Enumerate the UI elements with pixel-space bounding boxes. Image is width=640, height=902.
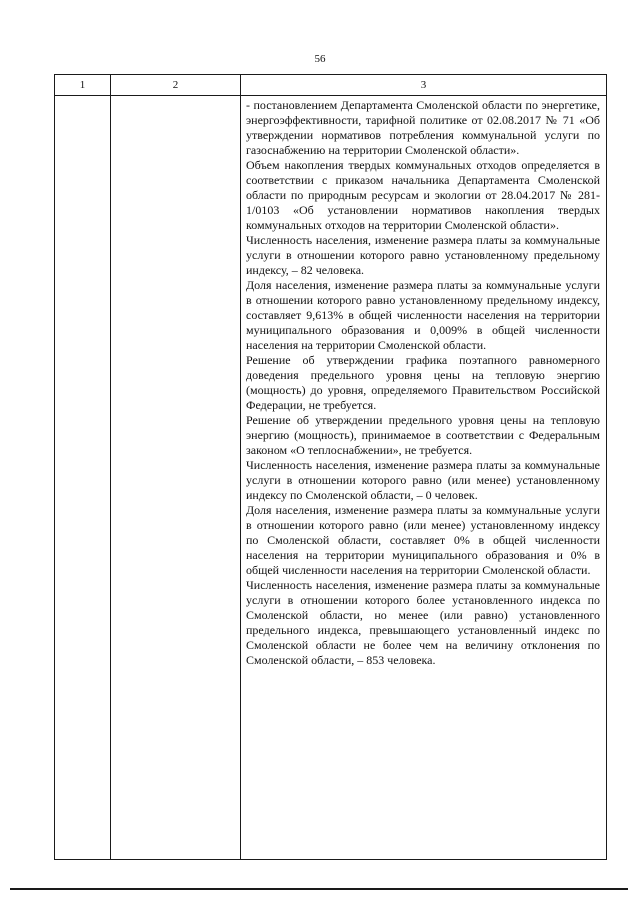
paragraph-population-equal-or-less: Численность населения, изменение размера платы за коммунальные услуги в отношении которого равно (или менее) установленному индексу по Смоленской области, – 0 человек. xyxy=(246,458,600,502)
column-header-1: 1 xyxy=(55,75,111,96)
paragraph-heat-price-schedule: Решение об утверждении графика поэтапного равномерного доведения предельного уровня цены на тепловую энергию (мощность) до уровня, определяемого Правительством Российской Федерации, не требуется. xyxy=(246,353,600,412)
column-header-3: 3 xyxy=(241,75,607,96)
column-1-cell xyxy=(55,96,111,860)
column-3-cell xyxy=(241,96,607,860)
document-table xyxy=(54,74,607,860)
table-row xyxy=(55,96,607,860)
paragraph-share-equal-limit: Доля населения, изменение размера платы за коммунальные услуги в отношении которого равно установленному предельному индексу, составляет 9,613% в общей численности населения на территории муниципального образования и 0,009% в общей численности населения на территории Смоленской области. xyxy=(246,278,600,352)
table-header-row xyxy=(55,75,607,96)
column-header-2: 2 xyxy=(111,75,241,96)
paragraph-population-above-index: Численность населения, изменение размера платы за коммунальные услуги в отношении которого более установленного индекса по Смоленской области, но менее (или равно) установленного предельного индекса, превышающего установленный индекс по Смоленской области не более чем на величину отклонения по Смоленской области, – 853 человека. xyxy=(246,578,600,667)
paragraph-share-equal-or-less: Доля населения, изменение размера платы за коммунальные услуги в отношении которого равно (или менее) установленному индексу по Смоленской области, составляет 0% в общей численности населения на территории муниципального образования и 0% в общей численности населения на территории Смоленской области. xyxy=(246,503,600,577)
column-2-cell xyxy=(111,96,241,860)
page-number: 56 xyxy=(314,53,326,65)
paragraph-population-equal-limit: Численность населения, изменение размера платы за коммунальные услуги в отношении которого равно установленному предельному индексу, – 82 человека. xyxy=(246,233,600,277)
paragraph-heat-price-limit: Решение об утверждении предельного уровня цены на тепловую энергию (мощность), принимаемое в соответствии с Федеральным законом «О теплоснабжении», не требуется. xyxy=(246,413,600,457)
paragraph-gas-normatives: - постановлением Департамента Смоленской области по энергетике, энергоэффективности, тарифной политике от 02.08.2017 № 71 «Об утверждении нормативов потребления коммунальной услуги по газоснабжению на территории Смоленской области». xyxy=(246,98,600,157)
footer-divider xyxy=(10,888,628,890)
paragraph-waste-accumulation: Объем накопления твердых коммунальных отходов определяется в соответствии с приказом начальника Департамента Смоленской области по природным ресурсам и экологии от 28.04.2017 № 281-1/0103 «Об установлении нормативов накопления твердых коммунальных отходов на территории Смоленской области». xyxy=(246,158,600,232)
